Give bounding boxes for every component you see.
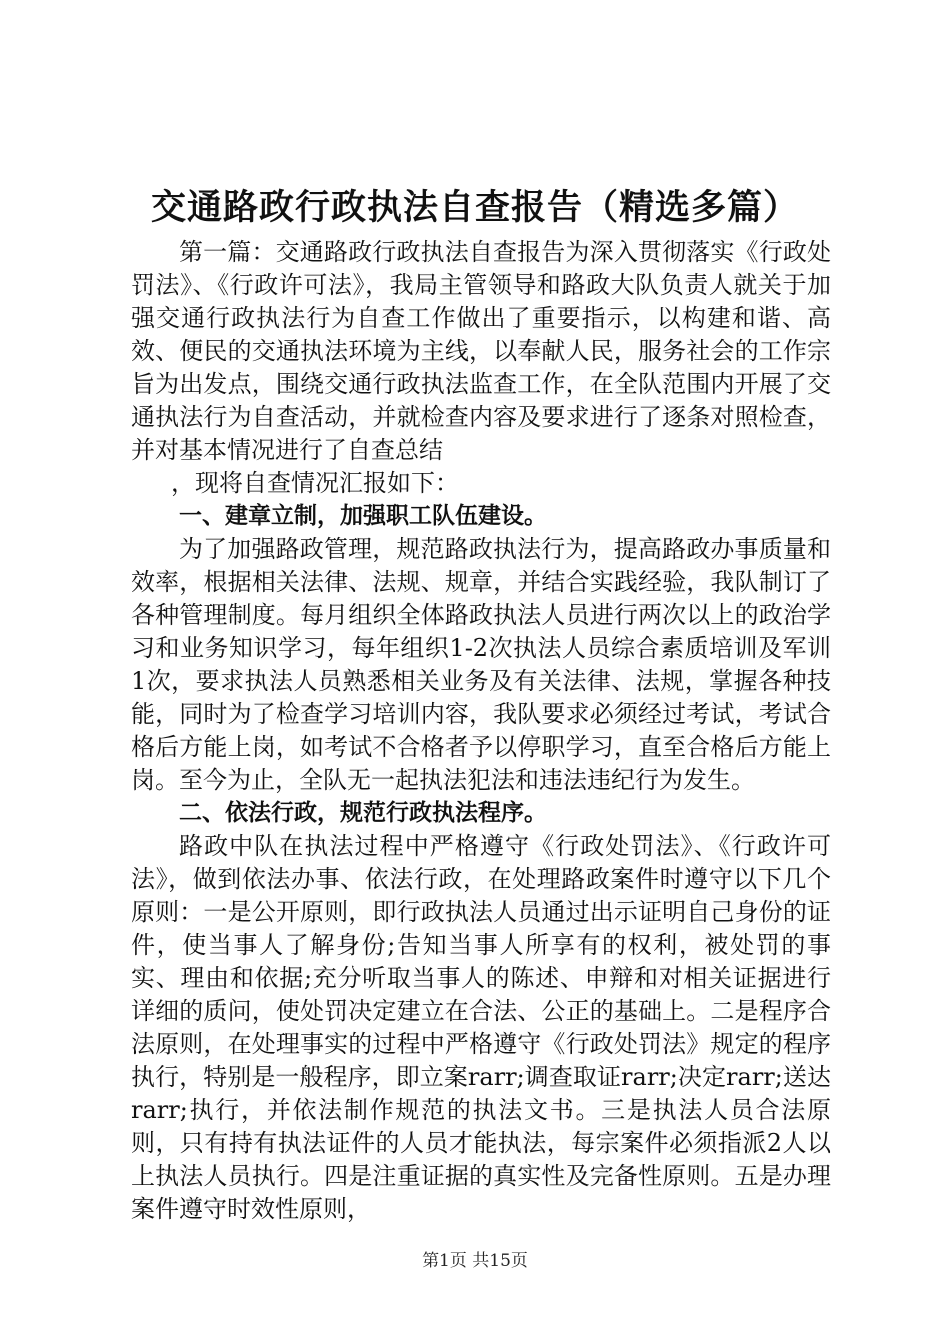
document-title: 交通路政行政执法自查报告（精选多篇） xyxy=(150,188,799,228)
intro-tail-paragraph: ，现将自查情况汇报如下： xyxy=(171,469,459,497)
page-footer xyxy=(0,1250,950,1272)
section-2-paragraph: 路政中队在执法过程中严格遵守《行政处罚法》、《行政许可法》，做到依法办事、依法行政，在处理路政案件时遵守以下几个原则：一是公开原则，即行政执法人员通过出示证明自己身份的证件，使当事人了解身份;告知当事人所享有的权利，被处罚的事实、理由和依据;充分听取当事人的陈述、申辩和对相关证据进行详细的质问，使处罚决定建立在合法、公正的基础上。二是程序合法原则，在处理事实的过程中严格遵守《行政处罚法》规定的程序执行，特别是一般程序，即立案rarr;调查取证rarr;决定rarr;送达rarr;执行，并依法制作规范的执法文书。三是执法人员合法原则，只有持有执法证件的人员才能执法，每宗案件必须指派2人以上执法人员执行。四是注重证据的真实性及完备性原则。五是办理案件遵守时效性原则， xyxy=(131,832,831,1223)
section-1-paragraph: 为了加强路政管理，规范路政执法行为，提高路政办事质量和效率，根据相关法律、法规、规章，并结合实践经验，我队制订了各种管理制度。每月组织全体路政执法人员进行两次以上的政治学习和业务知识学习，每年组织1-2次执法人员综合素质培训及军训1次，要求执法人员熟悉相关业务及有关法律、法规，掌握各种技能，同时为了检查学习培训内容，我队要求必须经过考试，考试合格后方能上岗，如考试不合格者予以停职学习，直至合格后方能上岗。至今为止，全队无一起执法犯法和违法违纪行为发生。 xyxy=(131,535,831,794)
page-number-label: 第1页 共15页 xyxy=(422,1251,528,1271)
section-1-heading: 一、建章立制，加强职工队伍建设。 xyxy=(179,503,547,529)
intro-paragraph: 第一篇：交通路政行政执法自查报告为深入贯彻落实《行政处罚法》、《行政许可法》，我局主管领导和路政大队负责人就关于加强交通行政执法行为自查工作做出了重要指示，以构建和谐、高效、便民的交通执法环境为主线，以奉献人民，服务社会的工作宗旨为出发点，围绕交通行政执法监查工作，在全队范围内开展了交通执法行为自查活动，并就检查内容及要求进行了逐条对照检查，并对基本情况进行了自查总结 xyxy=(131,238,831,464)
document-body xyxy=(131,236,831,1226)
section-2-heading: 二、依法行政，规范行政执法程序。 xyxy=(179,800,547,826)
